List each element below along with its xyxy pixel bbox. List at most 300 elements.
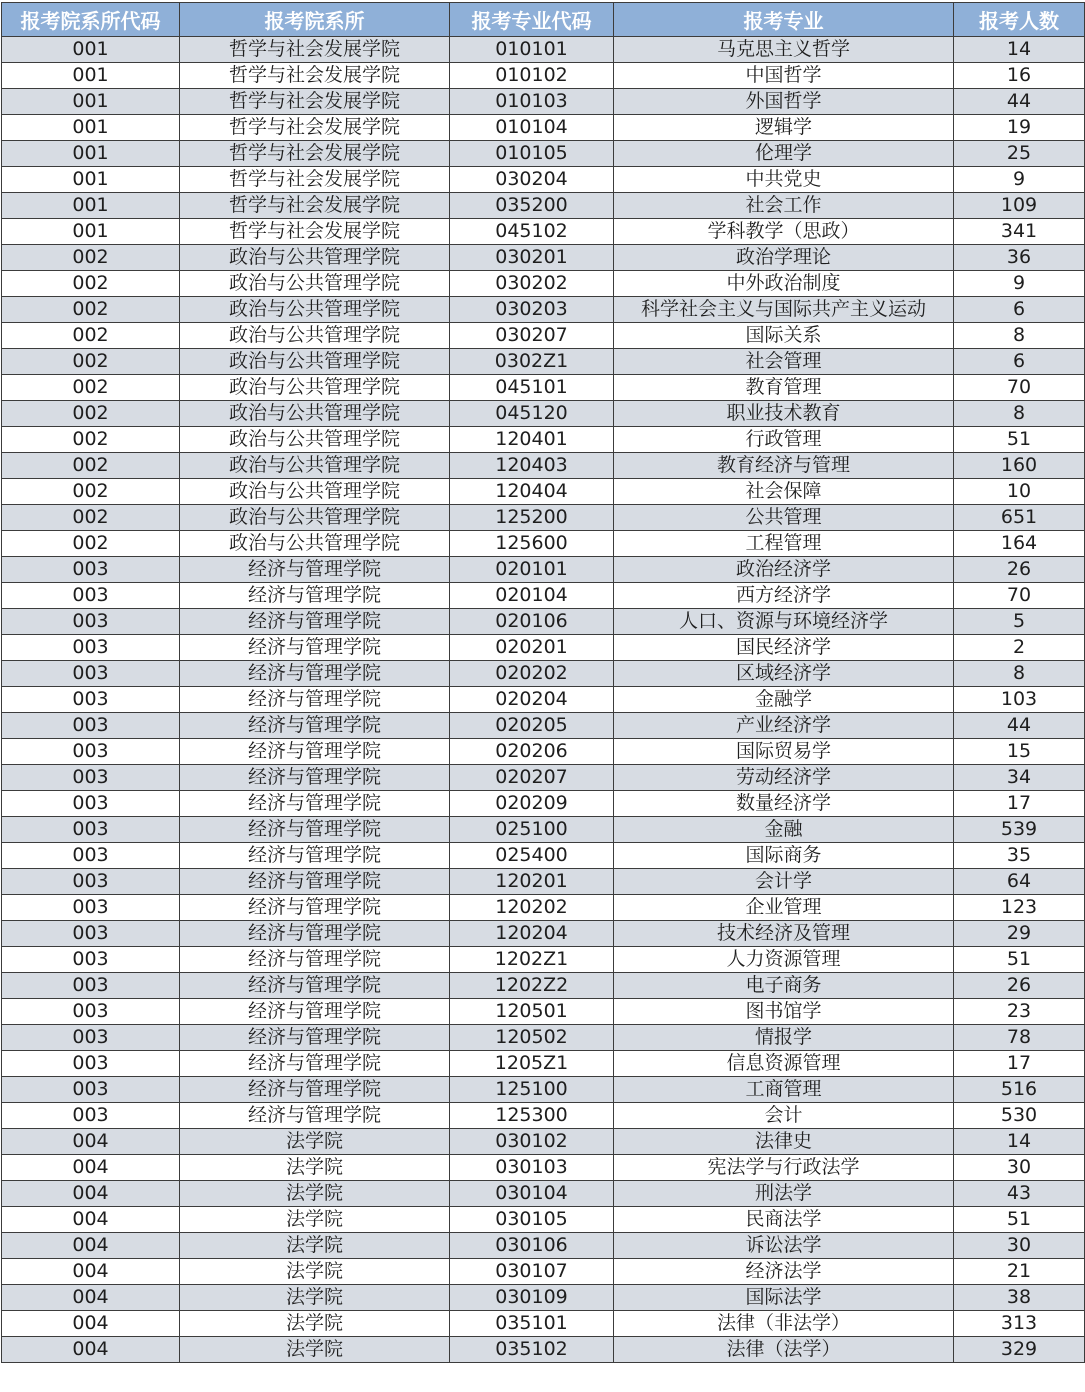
cell-dept-code: 003 [2,557,180,583]
cell-dept-code: 003 [2,1077,180,1103]
table-row [2,1311,1085,1337]
cell-applicant-count: 160 [954,453,1085,479]
cell-major-name: 信息资源管理 [614,1051,954,1077]
cell-dept-name: 法学院 [180,1311,450,1337]
cell-dept-name: 经济与管理学院 [180,895,450,921]
cell-applicant-count: 38 [954,1285,1085,1311]
cell-dept-name: 政治与公共管理学院 [180,271,450,297]
cell-major-name: 民商法学 [614,1207,954,1233]
cell-dept-name: 经济与管理学院 [180,687,450,713]
cell-dept-code: 003 [2,609,180,635]
cell-major-code: 120204 [450,921,614,947]
cell-applicant-count: 539 [954,817,1085,843]
cell-dept-name: 政治与公共管理学院 [180,479,450,505]
cell-dept-name: 政治与公共管理学院 [180,349,450,375]
table-row [2,1207,1085,1233]
cell-major-code: 010105 [450,141,614,167]
cell-dept-code: 004 [2,1155,180,1181]
cell-dept-name: 政治与公共管理学院 [180,453,450,479]
cell-applicant-count: 313 [954,1311,1085,1337]
cell-dept-code: 003 [2,947,180,973]
cell-dept-code: 002 [2,531,180,557]
cell-applicant-count: 651 [954,505,1085,531]
header-dept-code: 报考院系所代码 [2,3,180,37]
cell-dept-name: 经济与管理学院 [180,557,450,583]
cell-major-code: 025100 [450,817,614,843]
table-row [2,115,1085,141]
cell-applicant-count: 329 [954,1337,1085,1363]
cell-major-name: 诉讼法学 [614,1233,954,1259]
cell-major-code: 020201 [450,635,614,661]
cell-dept-code: 003 [2,791,180,817]
cell-dept-name: 法学院 [180,1155,450,1181]
cell-major-code: 0302Z1 [450,349,614,375]
cell-major-code: 020209 [450,791,614,817]
cell-dept-code: 003 [2,713,180,739]
cell-major-code: 035200 [450,193,614,219]
cell-major-name: 社会保障 [614,479,954,505]
cell-major-name: 科学社会主义与国际共产主义运动 [614,297,954,323]
cell-dept-name: 哲学与社会发展学院 [180,219,450,245]
cell-applicant-count: 14 [954,37,1085,63]
enrollment-table [1,2,1085,1363]
table-row [2,687,1085,713]
table-row [2,1337,1085,1363]
cell-applicant-count: 26 [954,973,1085,999]
cell-dept-code: 001 [2,37,180,63]
cell-applicant-count: 35 [954,843,1085,869]
table-row [2,921,1085,947]
cell-dept-code: 001 [2,219,180,245]
cell-dept-name: 法学院 [180,1233,450,1259]
table-row [2,1077,1085,1103]
cell-major-code: 120404 [450,479,614,505]
cell-dept-name: 经济与管理学院 [180,739,450,765]
cell-dept-code: 003 [2,999,180,1025]
table-row [2,1025,1085,1051]
table-row [2,583,1085,609]
cell-applicant-count: 21 [954,1259,1085,1285]
cell-dept-code: 002 [2,427,180,453]
cell-dept-name: 政治与公共管理学院 [180,427,450,453]
cell-applicant-count: 51 [954,1207,1085,1233]
cell-major-code: 120403 [450,453,614,479]
cell-dept-code: 003 [2,921,180,947]
cell-dept-code: 003 [2,765,180,791]
cell-applicant-count: 6 [954,297,1085,323]
cell-major-name: 国民经济学 [614,635,954,661]
cell-dept-code: 001 [2,63,180,89]
cell-major-name: 工商管理 [614,1077,954,1103]
cell-dept-name: 法学院 [180,1337,450,1363]
table-row [2,1233,1085,1259]
cell-major-code: 030103 [450,1155,614,1181]
cell-dept-name: 哲学与社会发展学院 [180,167,450,193]
cell-major-name: 会计 [614,1103,954,1129]
cell-applicant-count: 70 [954,583,1085,609]
cell-major-name: 金融学 [614,687,954,713]
table-header [2,3,1085,37]
table-row [2,401,1085,427]
cell-major-code: 045101 [450,375,614,401]
cell-major-name: 数量经济学 [614,791,954,817]
table-row [2,713,1085,739]
cell-dept-name: 经济与管理学院 [180,791,450,817]
cell-dept-code: 002 [2,245,180,271]
cell-dept-code: 004 [2,1311,180,1337]
cell-dept-code: 003 [2,817,180,843]
cell-major-name: 电子商务 [614,973,954,999]
cell-dept-name: 哲学与社会发展学院 [180,63,450,89]
cell-dept-code: 004 [2,1233,180,1259]
cell-applicant-count: 164 [954,531,1085,557]
cell-major-code: 120501 [450,999,614,1025]
cell-dept-name: 经济与管理学院 [180,583,450,609]
cell-major-name: 刑法学 [614,1181,954,1207]
cell-applicant-count: 2 [954,635,1085,661]
cell-dept-name: 法学院 [180,1181,450,1207]
cell-dept-name: 哲学与社会发展学院 [180,193,450,219]
cell-dept-code: 002 [2,297,180,323]
cell-major-name: 企业管理 [614,895,954,921]
table-row [2,635,1085,661]
header-major-name: 报考专业 [614,3,954,37]
cell-major-code: 020202 [450,661,614,687]
cell-dept-name: 政治与公共管理学院 [180,297,450,323]
cell-major-code: 125300 [450,1103,614,1129]
cell-applicant-count: 70 [954,375,1085,401]
cell-applicant-count: 8 [954,401,1085,427]
cell-applicant-count: 64 [954,869,1085,895]
cell-major-code: 030109 [450,1285,614,1311]
cell-applicant-count: 14 [954,1129,1085,1155]
cell-applicant-count: 29 [954,921,1085,947]
cell-dept-code: 004 [2,1181,180,1207]
cell-dept-name: 经济与管理学院 [180,765,450,791]
cell-major-name: 国际关系 [614,323,954,349]
table-row [2,791,1085,817]
cell-applicant-count: 15 [954,739,1085,765]
cell-major-code: 125200 [450,505,614,531]
cell-major-code: 020205 [450,713,614,739]
cell-major-code: 035102 [450,1337,614,1363]
cell-applicant-count: 341 [954,219,1085,245]
cell-dept-name: 哲学与社会发展学院 [180,37,450,63]
table-row [2,739,1085,765]
cell-applicant-count: 30 [954,1233,1085,1259]
cell-major-name: 图书馆学 [614,999,954,1025]
table-row [2,1051,1085,1077]
cell-applicant-count: 44 [954,89,1085,115]
cell-major-code: 020207 [450,765,614,791]
cell-dept-code: 003 [2,1051,180,1077]
cell-dept-name: 经济与管理学院 [180,1025,450,1051]
cell-applicant-count: 30 [954,1155,1085,1181]
cell-major-name: 中外政治制度 [614,271,954,297]
cell-applicant-count: 10 [954,479,1085,505]
cell-major-code: 030202 [450,271,614,297]
cell-dept-code: 002 [2,453,180,479]
table-row [2,193,1085,219]
cell-dept-code: 003 [2,973,180,999]
cell-major-name: 法律史 [614,1129,954,1155]
cell-major-code: 125100 [450,1077,614,1103]
table-row [2,245,1085,271]
cell-major-code: 020206 [450,739,614,765]
header-dept-name: 报考院系所 [180,3,450,37]
cell-dept-code: 003 [2,1103,180,1129]
cell-applicant-count: 530 [954,1103,1085,1129]
cell-major-name: 学科教学（思政） [614,219,954,245]
cell-major-code: 030204 [450,167,614,193]
cell-dept-name: 经济与管理学院 [180,817,450,843]
cell-applicant-count: 8 [954,323,1085,349]
cell-applicant-count: 8 [954,661,1085,687]
cell-applicant-count: 44 [954,713,1085,739]
table-row [2,557,1085,583]
cell-major-name: 政治学理论 [614,245,954,271]
header-major-code: 报考专业代码 [450,3,614,37]
cell-major-code: 030107 [450,1259,614,1285]
cell-dept-code: 004 [2,1207,180,1233]
cell-major-code: 010102 [450,63,614,89]
cell-applicant-count: 26 [954,557,1085,583]
cell-applicant-count: 36 [954,245,1085,271]
cell-dept-name: 哲学与社会发展学院 [180,141,450,167]
table-row [2,375,1085,401]
cell-major-code: 025400 [450,843,614,869]
cell-applicant-count: 43 [954,1181,1085,1207]
cell-applicant-count: 51 [954,947,1085,973]
cell-dept-code: 003 [2,1025,180,1051]
cell-major-name: 技术经济及管理 [614,921,954,947]
cell-major-name: 伦理学 [614,141,954,167]
cell-dept-name: 法学院 [180,1207,450,1233]
table-row [2,1259,1085,1285]
table-row [2,531,1085,557]
cell-dept-name: 政治与公共管理学院 [180,531,450,557]
cell-dept-code: 003 [2,687,180,713]
cell-applicant-count: 109 [954,193,1085,219]
cell-dept-name: 哲学与社会发展学院 [180,115,450,141]
cell-dept-code: 001 [2,89,180,115]
cell-major-name: 经济法学 [614,1259,954,1285]
cell-applicant-count: 34 [954,765,1085,791]
header-applicant-count: 报考人数 [954,3,1085,37]
table-row [2,479,1085,505]
cell-applicant-count: 516 [954,1077,1085,1103]
cell-major-code: 1202Z2 [450,973,614,999]
cell-dept-name: 法学院 [180,1259,450,1285]
cell-dept-name: 经济与管理学院 [180,843,450,869]
cell-dept-name: 政治与公共管理学院 [180,505,450,531]
cell-applicant-count: 78 [954,1025,1085,1051]
cell-dept-name: 政治与公共管理学院 [180,323,450,349]
cell-major-name: 会计学 [614,869,954,895]
table-row [2,167,1085,193]
cell-major-name: 政治经济学 [614,557,954,583]
cell-major-name: 金融 [614,817,954,843]
cell-dept-code: 003 [2,661,180,687]
cell-dept-code: 001 [2,193,180,219]
table-row [2,973,1085,999]
cell-applicant-count: 5 [954,609,1085,635]
cell-dept-name: 经济与管理学院 [180,635,450,661]
cell-dept-code: 002 [2,479,180,505]
cell-dept-code: 004 [2,1337,180,1363]
cell-major-code: 045120 [450,401,614,427]
cell-major-name: 教育管理 [614,375,954,401]
cell-major-name: 情报学 [614,1025,954,1051]
cell-major-code: 030201 [450,245,614,271]
cell-major-name: 国际贸易学 [614,739,954,765]
cell-applicant-count: 16 [954,63,1085,89]
cell-dept-code: 004 [2,1259,180,1285]
cell-major-name: 国际法学 [614,1285,954,1311]
cell-dept-name: 经济与管理学院 [180,999,450,1025]
cell-applicant-count: 103 [954,687,1085,713]
table-body [2,37,1085,1363]
table-row [2,1181,1085,1207]
cell-dept-name: 经济与管理学院 [180,947,450,973]
table-row [2,843,1085,869]
cell-major-code: 020101 [450,557,614,583]
cell-major-name: 西方经济学 [614,583,954,609]
cell-major-name: 人口、资源与环境经济学 [614,609,954,635]
cell-dept-code: 002 [2,505,180,531]
cell-dept-name: 经济与管理学院 [180,1051,450,1077]
cell-major-name: 宪法学与行政法学 [614,1155,954,1181]
cell-major-code: 010104 [450,115,614,141]
table-row [2,1129,1085,1155]
cell-major-name: 人力资源管理 [614,947,954,973]
cell-dept-name: 经济与管理学院 [180,609,450,635]
cell-dept-name: 经济与管理学院 [180,921,450,947]
cell-major-code: 1202Z1 [450,947,614,973]
cell-major-name: 工程管理 [614,531,954,557]
cell-dept-code: 003 [2,583,180,609]
cell-major-code: 120201 [450,869,614,895]
cell-dept-code: 001 [2,167,180,193]
cell-major-name: 公共管理 [614,505,954,531]
cell-major-code: 030207 [450,323,614,349]
table-row [2,895,1085,921]
cell-dept-name: 经济与管理学院 [180,973,450,999]
table-row [2,453,1085,479]
cell-applicant-count: 17 [954,1051,1085,1077]
cell-major-name: 社会管理 [614,349,954,375]
cell-dept-name: 经济与管理学院 [180,869,450,895]
cell-major-name: 区域经济学 [614,661,954,687]
cell-dept-name: 经济与管理学院 [180,1077,450,1103]
cell-dept-code: 003 [2,869,180,895]
cell-major-code: 030105 [450,1207,614,1233]
cell-major-code: 010103 [450,89,614,115]
cell-major-code: 125600 [450,531,614,557]
cell-applicant-count: 23 [954,999,1085,1025]
cell-major-code: 030106 [450,1233,614,1259]
cell-dept-name: 政治与公共管理学院 [180,375,450,401]
table-row [2,505,1085,531]
cell-dept-code: 002 [2,401,180,427]
cell-major-name: 产业经济学 [614,713,954,739]
cell-major-code: 020204 [450,687,614,713]
table-row [2,63,1085,89]
cell-major-code: 010101 [450,37,614,63]
cell-applicant-count: 6 [954,349,1085,375]
table-row [2,271,1085,297]
cell-major-code: 020106 [450,609,614,635]
table-row [2,1155,1085,1181]
cell-major-name: 法律（非法学） [614,1311,954,1337]
cell-dept-name: 哲学与社会发展学院 [180,89,450,115]
cell-dept-code: 004 [2,1285,180,1311]
cell-dept-name: 经济与管理学院 [180,661,450,687]
cell-applicant-count: 123 [954,895,1085,921]
cell-major-code: 120502 [450,1025,614,1051]
cell-major-code: 1205Z1 [450,1051,614,1077]
cell-major-name: 劳动经济学 [614,765,954,791]
table-row [2,765,1085,791]
cell-major-name: 职业技术教育 [614,401,954,427]
cell-major-code: 120401 [450,427,614,453]
cell-applicant-count: 25 [954,141,1085,167]
cell-dept-code: 001 [2,115,180,141]
cell-major-name: 国际商务 [614,843,954,869]
cell-dept-code: 002 [2,375,180,401]
header-row [2,3,1085,37]
cell-major-name: 中共党史 [614,167,954,193]
cell-applicant-count: 9 [954,271,1085,297]
cell-major-name: 行政管理 [614,427,954,453]
cell-major-code: 120202 [450,895,614,921]
cell-major-code: 030203 [450,297,614,323]
cell-major-name: 社会工作 [614,193,954,219]
table-row [2,427,1085,453]
table-row [2,869,1085,895]
cell-major-name: 教育经济与管理 [614,453,954,479]
cell-dept-name: 经济与管理学院 [180,1103,450,1129]
table-row [2,349,1085,375]
cell-dept-name: 法学院 [180,1285,450,1311]
cell-applicant-count: 51 [954,427,1085,453]
cell-major-code: 045102 [450,219,614,245]
cell-major-name: 法律（法学） [614,1337,954,1363]
cell-dept-code: 003 [2,739,180,765]
cell-major-code: 035101 [450,1311,614,1337]
cell-major-code: 020104 [450,583,614,609]
table-row [2,323,1085,349]
cell-major-name: 逻辑学 [614,115,954,141]
cell-dept-code: 003 [2,843,180,869]
table-row [2,947,1085,973]
table-row [2,89,1085,115]
cell-major-name: 中国哲学 [614,63,954,89]
cell-dept-code: 001 [2,141,180,167]
cell-dept-code: 003 [2,895,180,921]
table-row [2,609,1085,635]
table-row [2,297,1085,323]
cell-dept-code: 002 [2,271,180,297]
cell-dept-code: 004 [2,1129,180,1155]
cell-applicant-count: 9 [954,167,1085,193]
cell-dept-code: 002 [2,323,180,349]
cell-major-name: 马克思主义哲学 [614,37,954,63]
table-row [2,141,1085,167]
cell-applicant-count: 19 [954,115,1085,141]
cell-dept-name: 政治与公共管理学院 [180,401,450,427]
cell-dept-name: 法学院 [180,1129,450,1155]
